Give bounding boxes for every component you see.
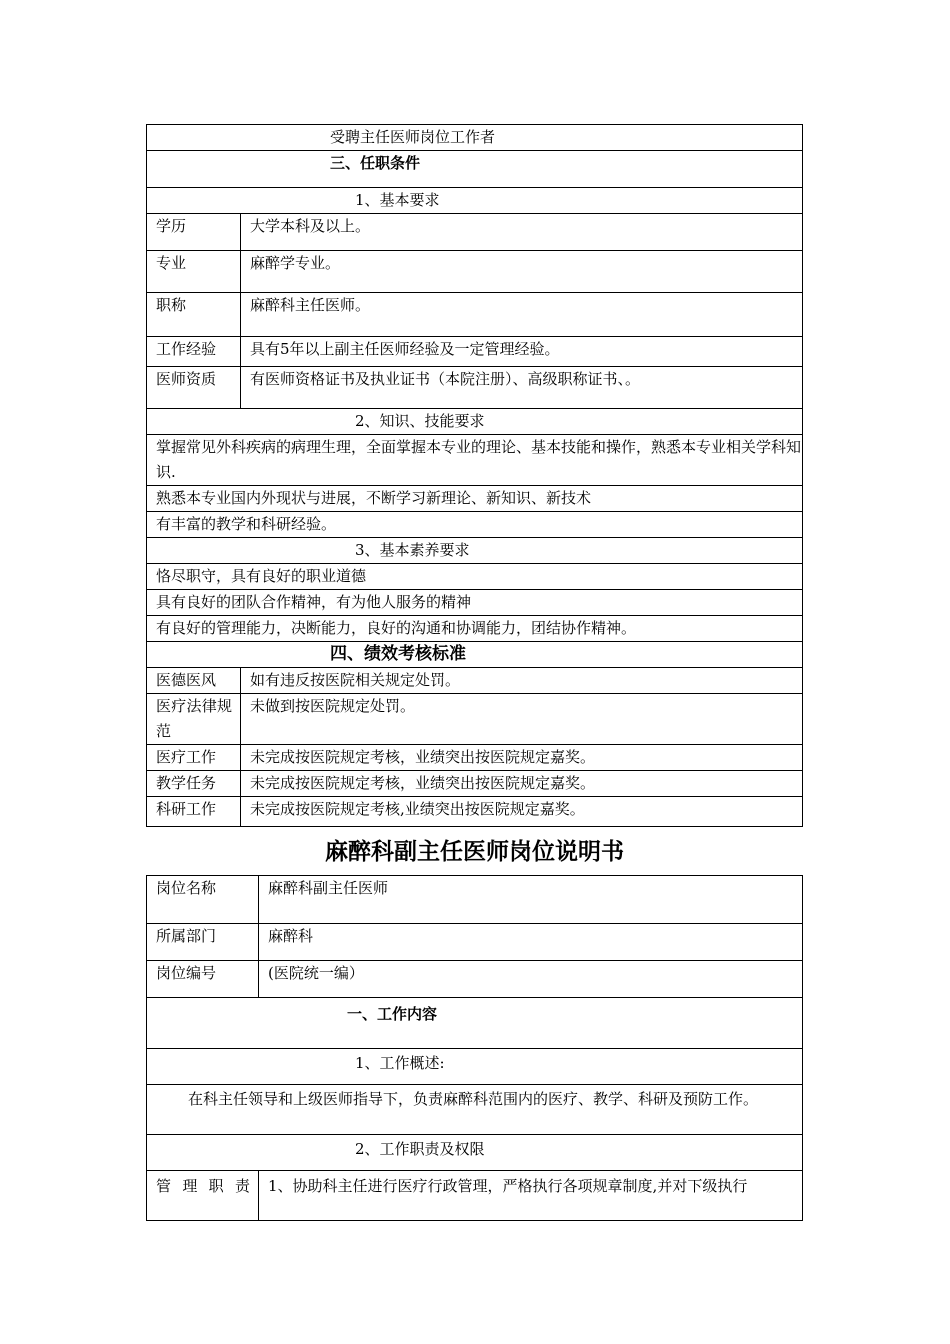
major-value: 麻醉学专业。 xyxy=(241,251,803,293)
document-title: 麻醉科副主任医师岗位说明书 xyxy=(325,839,624,865)
department-value: 麻醉科 xyxy=(259,924,803,961)
overview-text: 在科主任领导和上级医师指导下，负责麻醉科范围内的医疗、教学、科研及预防工作。 xyxy=(147,1085,803,1135)
quality-row: 恪尽职守，具有良好的职业道德 xyxy=(147,564,803,590)
perf-value: 未完成按医院规定考核，业绩突出按医院规定嘉奖。 xyxy=(241,771,803,797)
perf-label: 教学任务 xyxy=(147,771,241,797)
section-3-heading: 三、任职条件 xyxy=(147,151,803,188)
job-requirements-table xyxy=(146,124,803,827)
duties-heading: 2、工作职责及权限 xyxy=(147,1135,803,1171)
education-label: 学历 xyxy=(147,214,241,251)
perf-value: 未完成按医院规定考核,业绩突出按医院规定嘉奖。 xyxy=(241,797,803,827)
perf-label: 医疗工作 xyxy=(147,745,241,771)
perf-value: 未完成按医院规定考核，业绩突出按医院规定嘉奖。 xyxy=(241,745,803,771)
experience-label: 工作经验 xyxy=(147,337,241,367)
qualification-value: 有医师资格证书及执业证书（本院注册）、高级职称证书、。 xyxy=(241,367,803,409)
perf-label: 科研工作 xyxy=(147,797,241,827)
position-number-label: 岗位编号 xyxy=(147,961,259,998)
overview-heading: 1、工作概述: xyxy=(147,1049,803,1085)
skills-row: 有丰富的教学和科研经验。 xyxy=(147,512,803,538)
quality-heading: 3、基本素养要求 xyxy=(147,538,803,564)
perf-value: 未做到按医院规定处罚。 xyxy=(241,694,803,745)
perf-label: 医疗法律规范 xyxy=(147,694,241,745)
basic-requirements-heading: 1、基本要求 xyxy=(147,188,803,214)
title-label: 职称 xyxy=(147,293,241,337)
quality-row: 有良好的管理能力，决断能力，良好的沟通和协调能力，团结协作精神。 xyxy=(147,616,803,642)
perf-value: 如有违反按医院相关规定处罚。 xyxy=(241,668,803,694)
education-value: 大学本科及以上。 xyxy=(241,214,803,251)
section-4-heading: 四、绩效考核标准 xyxy=(147,642,803,668)
duty-text: 1、协助科主任进行医疗行政管理，严格执行各项规章制度,并对下级执行 xyxy=(259,1171,803,1221)
applicable-staff-row: 受聘主任医师岗位工作者 xyxy=(147,125,803,151)
major-label: 专业 xyxy=(147,251,241,293)
skills-row: 熟悉本专业国内外现状与进展，不断学习新理论、新知识、新技术 xyxy=(147,486,803,512)
position-name-label: 岗位名称 xyxy=(147,876,259,924)
position-name-value: 麻醉科副主任医师 xyxy=(259,876,803,924)
skills-row: 掌握常见外科疾病的病理生理，全面掌握本专业的理论、基本技能和操作，熟悉本专业相关学科知识. xyxy=(147,435,803,486)
skills-heading: 2、知识、技能要求 xyxy=(147,409,803,435)
title-value: 麻醉科主任医师。 xyxy=(241,293,803,337)
qualification-label: 医师资质 xyxy=(147,367,241,409)
section-1-heading: 一、工作内容 xyxy=(147,998,803,1049)
quality-row: 具有良好的团队合作精神，有为他人服务的精神 xyxy=(147,590,803,616)
experience-value: 具有5年以上副主任医师经验及一定管理经验。 xyxy=(241,337,803,367)
perf-label: 医德医风 xyxy=(147,668,241,694)
job-description-table xyxy=(146,875,803,1221)
position-number-value: (医院统一编） xyxy=(259,961,803,998)
department-label: 所属部门 xyxy=(147,924,259,961)
duty-label: 管理职责 xyxy=(147,1171,259,1221)
